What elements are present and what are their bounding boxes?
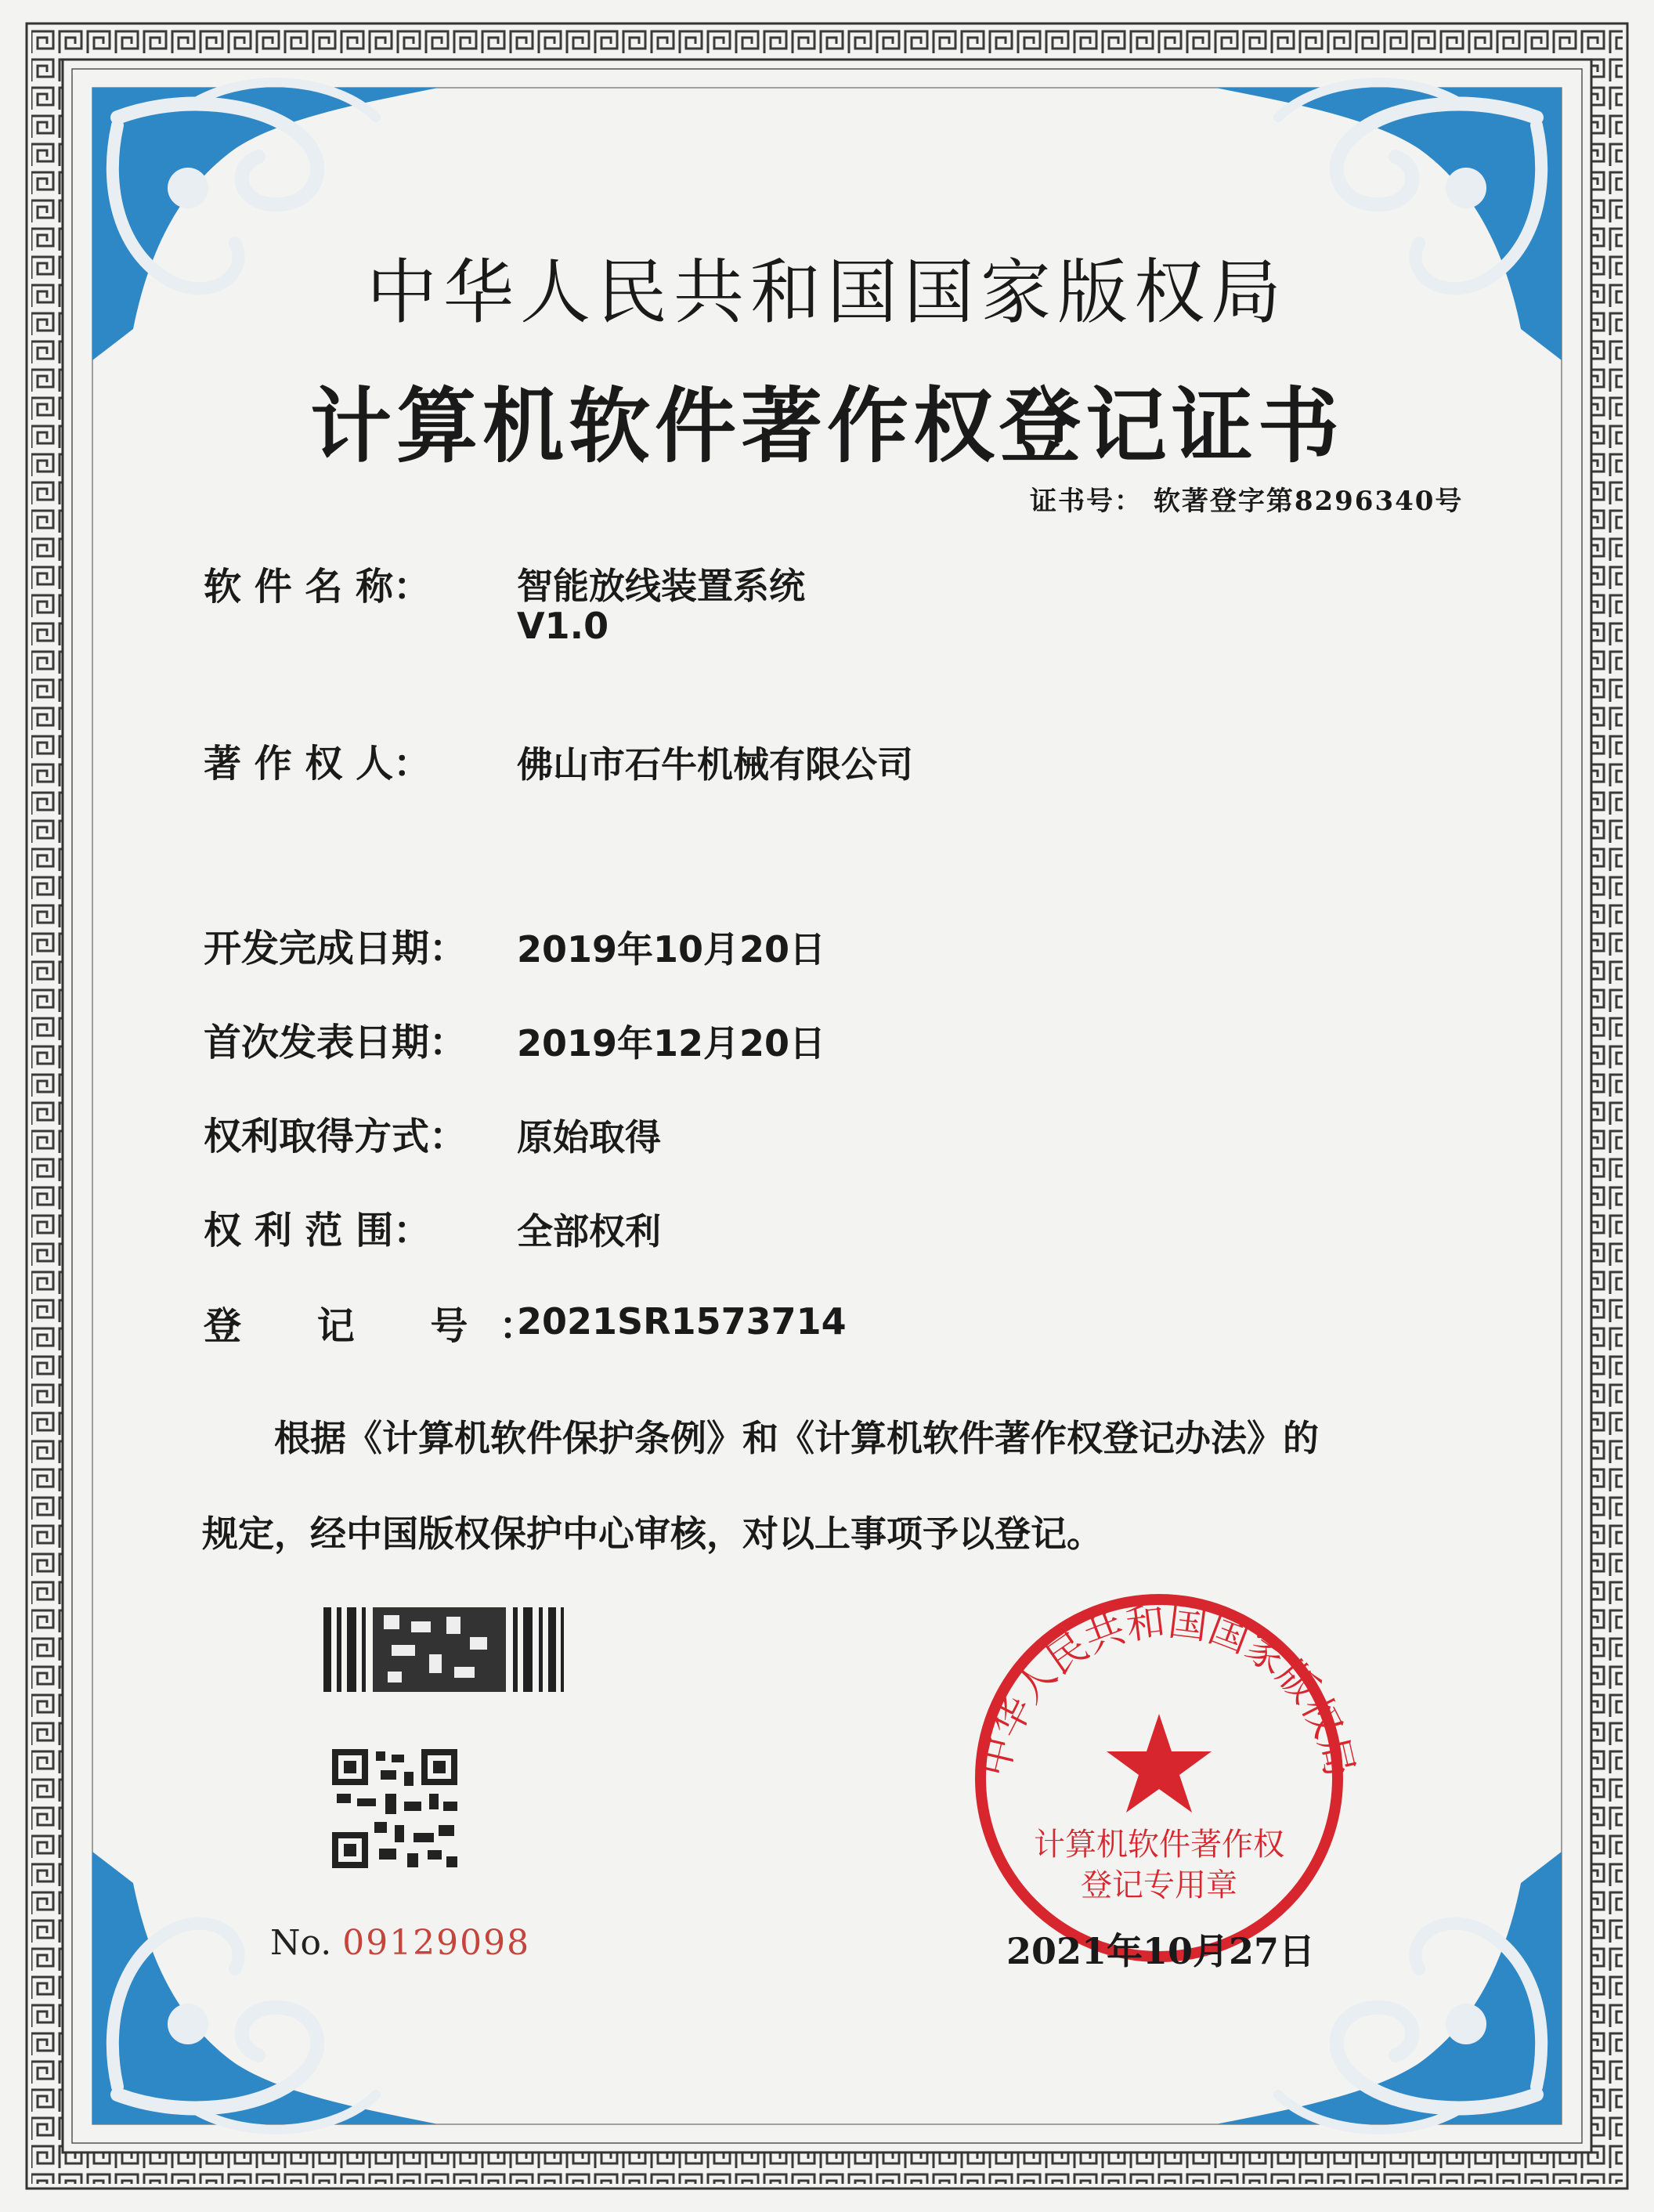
seal-inner-line2: 登记专用章 xyxy=(1081,1867,1237,1903)
statement-line2: 规定，经中国版权保护中心审核，对以上事项予以登记。 xyxy=(202,1513,1103,1555)
field-label-acquisition-method: 权利取得方式： xyxy=(204,1115,468,1158)
issuing-authority: 中华人民共和国国家版权局 xyxy=(367,251,1287,334)
field-value-first-publish-date: 2019年12月20日 xyxy=(517,1022,826,1064)
field-label-rights-scope: 权 利 范 围： xyxy=(204,1209,432,1252)
certificate-number: 证书号： 软著登字第8296340号 xyxy=(1030,486,1464,517)
corner-ornament-bottom-left-icon xyxy=(92,1852,439,2130)
statement-line1: 根据《计算机软件保护条例》和《计算机软件著作权登记办法》的 xyxy=(274,1417,1319,1459)
field-value-software-name: 智能放线装置系统 xyxy=(517,565,805,607)
serial-number-value: 09129098 xyxy=(342,1923,531,1963)
field-label-registration-number: 登 记 号： xyxy=(204,1304,569,1348)
qr-code-icon xyxy=(332,1749,457,1868)
barcode-icon xyxy=(323,1607,564,1692)
field-label-copyright-owner: 著 作 权 人： xyxy=(204,742,432,786)
field-label-first-publish-date: 首次发表日期： xyxy=(204,1021,468,1064)
field-label-software-name: 软 件 名 称： xyxy=(204,565,432,609)
field-value-rights-scope: 全部权利 xyxy=(517,1210,661,1252)
serial-number xyxy=(270,1923,530,1963)
official-seal xyxy=(971,1599,1363,1957)
field-value-dev-complete-date: 2019年10月20日 xyxy=(517,928,826,970)
field-value-acquisition-method: 原始取得 xyxy=(517,1116,661,1158)
seal-inner-line1: 计算机软件著作权 xyxy=(1034,1827,1284,1863)
serial-number-label: No. xyxy=(270,1923,332,1963)
field-value-registration-number: 2021SR1573714 xyxy=(517,1300,847,1343)
certificate-title: 计算机软件著作权登记证书 xyxy=(309,378,1344,474)
field-value-software-version: V1.0 xyxy=(517,605,609,647)
field-value-copyright-owner: 佛山市石牛机械有限公司 xyxy=(517,743,913,786)
field-label-dev-complete-date: 开发完成日期： xyxy=(204,927,468,970)
issue-date: 2021年10月27日 xyxy=(1006,1930,1316,1972)
seal-ring-path: 中华人民共和国国家版权局 xyxy=(970,1598,1363,1781)
corner-ornament-bottom-right-icon xyxy=(1215,1852,1562,2130)
seal-star-icon xyxy=(1107,1714,1212,1813)
